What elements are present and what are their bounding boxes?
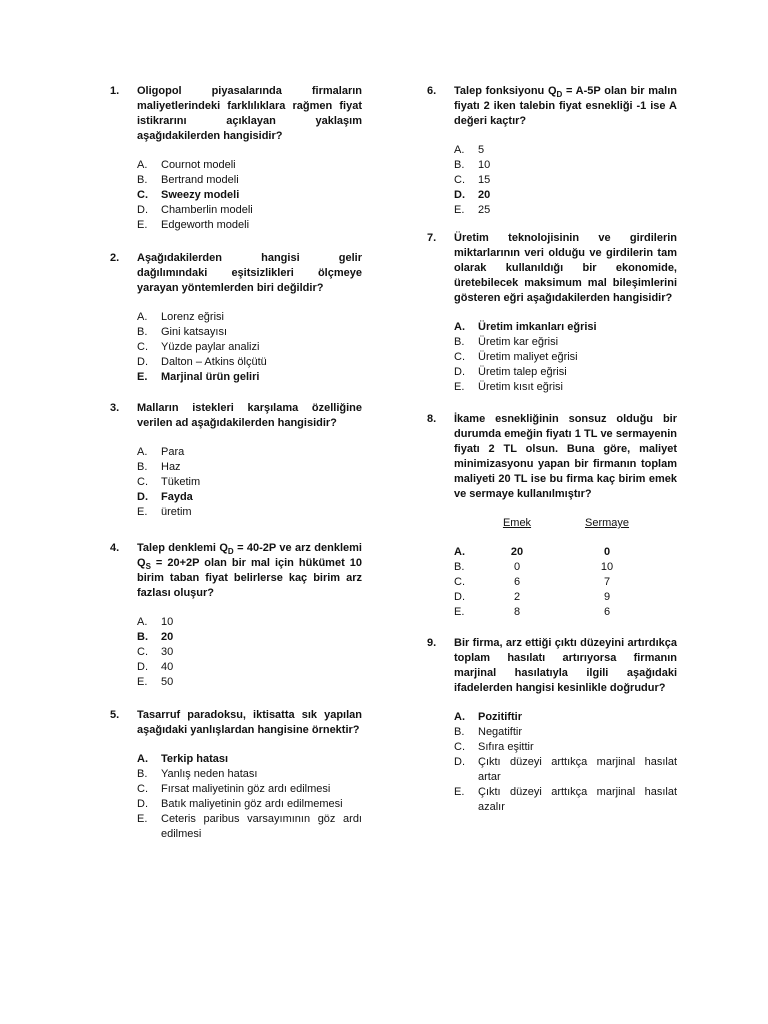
question-body bbox=[137, 251, 362, 385]
table-row bbox=[454, 575, 677, 590]
question-stem: Talep denklemi $Q_D = 40-2P$ ve arz denklemi $Q_S = 20+2P$ olan bir mal için hükümet 10 birim taban fiyat belirlerse kaç birim arz fazlası oluşur? bbox=[137, 542, 362, 599]
option-letter: C. bbox=[137, 646, 148, 658]
option-text: Chamberlin modeli bbox=[161, 204, 253, 216]
option-item bbox=[137, 812, 362, 842]
option-letter: A. bbox=[454, 546, 465, 558]
option-text: 50 bbox=[161, 676, 174, 688]
question-body bbox=[137, 401, 362, 520]
option-text: Marjinal ürün geliri bbox=[161, 371, 260, 383]
option-item bbox=[137, 188, 362, 203]
sermaye-value: 0 bbox=[603, 546, 611, 558]
option-text: 30 bbox=[161, 646, 174, 658]
option-text: 10 bbox=[478, 159, 491, 171]
option-item bbox=[454, 785, 677, 815]
option-text: Pozitiftir bbox=[478, 711, 522, 723]
question bbox=[427, 84, 677, 218]
option-letter: D. bbox=[137, 798, 148, 810]
question-number: 9. bbox=[427, 637, 437, 649]
table-header bbox=[454, 516, 677, 531]
question-body bbox=[454, 84, 677, 218]
option-item bbox=[137, 752, 362, 767]
option-text: Ceteris paribus varsayımının göz ardı edilmesi bbox=[161, 813, 362, 840]
option-item bbox=[137, 203, 362, 218]
option-item bbox=[137, 675, 362, 690]
option-text: Edgeworth modeli bbox=[161, 219, 250, 231]
option-list bbox=[137, 752, 362, 842]
column-header-emek: Emek bbox=[502, 517, 532, 529]
option-letter: C. bbox=[454, 351, 465, 363]
question-number: 2. bbox=[110, 252, 120, 264]
option-letter: B. bbox=[454, 726, 465, 738]
option-letter: A. bbox=[454, 321, 465, 333]
emek-value: 6 bbox=[513, 576, 521, 588]
option-letter: D. bbox=[137, 356, 148, 368]
option-item bbox=[454, 173, 677, 188]
question bbox=[110, 708, 362, 842]
option-item bbox=[137, 782, 362, 797]
option-item bbox=[137, 645, 362, 660]
table-row bbox=[454, 590, 677, 605]
question-number: 7. bbox=[427, 232, 437, 244]
option-letter: D. bbox=[454, 591, 465, 603]
option-list bbox=[454, 143, 677, 218]
option-letter: B. bbox=[137, 768, 148, 780]
option-text: Gini katsayısı bbox=[161, 326, 228, 338]
option-item bbox=[137, 370, 362, 385]
option-item bbox=[137, 325, 362, 340]
option-letter: E. bbox=[454, 786, 465, 798]
question-body bbox=[137, 84, 362, 233]
option-list bbox=[137, 615, 362, 690]
option-item bbox=[137, 218, 362, 233]
option-letter: A. bbox=[137, 446, 148, 458]
option-letter: E. bbox=[137, 371, 148, 383]
option-letter: E. bbox=[137, 676, 148, 688]
option-text: üretim bbox=[161, 506, 192, 518]
question-stem: Bir firma, arz ettiği çıktı düzeyini artırdıkça toplam hasılatı artırıyorsa firmanın marjinal hasılatıyla ilgili aşağıdaki ifadelerden hangisi kesinlikle doğrudur? bbox=[454, 637, 677, 694]
left-column bbox=[110, 84, 362, 842]
question-stem: Malların istekleri karşılama özelliğine verilen ad aşağıdakilerden hangisidir? bbox=[137, 402, 362, 429]
answer-table bbox=[454, 545, 677, 620]
option-text: Fırsat maliyetinin göz ardı edilmesi bbox=[161, 783, 331, 795]
option-list bbox=[454, 710, 677, 815]
option-letter: C. bbox=[137, 341, 148, 353]
option-letter: A. bbox=[137, 311, 148, 323]
option-letter: C. bbox=[454, 576, 465, 588]
option-text: Tüketim bbox=[161, 476, 201, 488]
option-item bbox=[454, 725, 677, 740]
emek-value: 2 bbox=[513, 591, 521, 603]
question-stem: İkame esnekliğinin sonsuz olduğu bir durumda emeğin fiyatı 1 TL ve sermayenin fiyatı 2 TL olsun. Buna göre, maliyet minimizasyonu yapan bir firmanın toplam maliyeti 20 TL ise bu firma kaç birim emek ve sermaye kullanılmıştır? bbox=[454, 413, 677, 500]
option-letter: C. bbox=[137, 476, 148, 488]
option-text: Üretim kısıt eğrisi bbox=[478, 381, 563, 393]
option-item bbox=[137, 445, 362, 460]
option-item bbox=[137, 615, 362, 630]
question-body bbox=[454, 636, 677, 815]
option-item bbox=[137, 310, 362, 325]
option-letter: A. bbox=[137, 159, 148, 171]
sermaye-value: 7 bbox=[603, 576, 611, 588]
option-text: Para bbox=[161, 446, 185, 458]
emek-value: 8 bbox=[513, 606, 521, 618]
question-stem: Aşağıdakilerden hangisi gelir dağılımındaki eşitsizlikleri ölçmeye yarayan yöntemlerden biri değildir? bbox=[137, 252, 362, 294]
option-item bbox=[137, 797, 362, 812]
option-text: 15 bbox=[478, 174, 491, 186]
table-row bbox=[454, 560, 677, 575]
option-text: Haz bbox=[161, 461, 181, 473]
option-letter: A. bbox=[137, 616, 148, 628]
option-item bbox=[137, 340, 362, 355]
option-letter: C. bbox=[454, 174, 465, 186]
option-text: 25 bbox=[478, 204, 491, 216]
option-item bbox=[454, 158, 677, 173]
question bbox=[110, 251, 362, 385]
option-item bbox=[454, 710, 677, 725]
option-letter: B. bbox=[454, 336, 465, 348]
option-letter: D. bbox=[137, 661, 148, 673]
option-item bbox=[454, 365, 677, 380]
sermaye-value: 6 bbox=[603, 606, 611, 618]
option-letter: C. bbox=[137, 783, 148, 795]
option-letter: B. bbox=[137, 326, 148, 338]
question-number: 3. bbox=[110, 402, 120, 414]
option-item bbox=[454, 380, 677, 395]
question-stem: Talep fonksiyonu $Q_D = A-5P$ olan bir malın fiyatı 2 iken talebin fiyat esnekliği -1 ise A değeri kaçtır? bbox=[454, 85, 677, 127]
option-letter: D. bbox=[137, 204, 148, 216]
option-item bbox=[454, 740, 677, 755]
option-letter: E. bbox=[137, 219, 148, 231]
option-item bbox=[454, 755, 677, 785]
question-body bbox=[454, 412, 677, 620]
question-number: 1. bbox=[110, 85, 120, 97]
option-text: Lorenz eğrisi bbox=[161, 311, 224, 323]
option-item bbox=[137, 475, 362, 490]
question-number: 4. bbox=[110, 542, 120, 554]
question-number: 6. bbox=[427, 85, 437, 97]
option-item bbox=[137, 505, 362, 520]
option-text: Üretim imkanları eğrisi bbox=[478, 321, 597, 333]
option-item bbox=[137, 355, 362, 370]
option-letter: E. bbox=[137, 506, 148, 518]
option-letter: C. bbox=[137, 189, 148, 201]
option-text: Terkip hatası bbox=[161, 753, 229, 765]
question bbox=[110, 401, 362, 520]
option-item bbox=[137, 460, 362, 475]
question-stem: Tasarruf paradoksu, iktisatta sık yapılan aşağıdaki yanlışlardan hangisine örnektir? bbox=[137, 709, 362, 736]
question bbox=[110, 541, 362, 690]
question-body bbox=[454, 231, 677, 395]
question bbox=[427, 636, 677, 815]
question-body bbox=[137, 541, 362, 690]
option-item bbox=[137, 660, 362, 675]
question-number: 5. bbox=[110, 709, 120, 721]
option-text: 20 bbox=[478, 189, 491, 201]
option-text: Cournot modeli bbox=[161, 159, 236, 171]
right-column bbox=[427, 84, 677, 815]
option-text: 20 bbox=[161, 631, 174, 643]
option-list bbox=[454, 320, 677, 395]
option-letter: D. bbox=[454, 366, 465, 378]
option-item bbox=[137, 767, 362, 782]
option-text: Çıktı düzeyi arttıkça marjinal hasılat azalır bbox=[478, 786, 677, 813]
option-text: Batık maliyetinin göz ardı edilmemesi bbox=[161, 798, 343, 810]
option-letter: A. bbox=[454, 711, 465, 723]
sermaye-value: 9 bbox=[603, 591, 611, 603]
option-text: 40 bbox=[161, 661, 174, 673]
question bbox=[110, 84, 362, 233]
table-row bbox=[454, 545, 677, 560]
option-item bbox=[454, 143, 677, 158]
option-letter: B. bbox=[137, 631, 148, 643]
option-list bbox=[137, 158, 362, 233]
emek-value: 20 bbox=[510, 546, 524, 558]
option-item bbox=[454, 203, 677, 218]
option-letter: D. bbox=[454, 756, 465, 768]
option-text: Üretim talep eğrisi bbox=[478, 366, 567, 378]
option-text: 5 bbox=[478, 144, 485, 156]
option-letter: B. bbox=[454, 561, 465, 573]
option-letter: E. bbox=[137, 813, 148, 825]
column-header-sermaye: Sermaye bbox=[584, 517, 630, 529]
option-text: Sweezy modeli bbox=[161, 189, 240, 201]
option-item bbox=[137, 630, 362, 645]
option-letter: E. bbox=[454, 381, 465, 393]
option-list bbox=[137, 445, 362, 520]
question-stem: Oligopol piyasalarında firmaların maliyetlerindeki farklılıklara rağmen fiyat istikrarını açıklayan yaklaşım aşağıdakilerden hangisidir? bbox=[137, 85, 362, 142]
option-text: Çıktı düzeyi arttıkça marjinal hasılat artar bbox=[478, 756, 677, 783]
question-stem: Üretim teknolojisinin ve girdilerin miktarlarının veri olduğu ve girdilerin tam olarak kullanıldığı bir ekonomide, üretebilecek maksimum mal bileşimlerini gösteren eğri aşağıdakilerden hangisidir? bbox=[454, 232, 677, 304]
option-text: Yüzde paylar analizi bbox=[161, 341, 260, 353]
option-text: Fayda bbox=[161, 491, 193, 503]
question-number: 8. bbox=[427, 413, 437, 425]
option-text: Negatiftir bbox=[478, 726, 523, 738]
option-letter: B. bbox=[137, 174, 148, 186]
option-text: Dalton – Atkins ölçütü bbox=[161, 356, 267, 368]
option-letter: B. bbox=[454, 159, 465, 171]
option-item bbox=[454, 320, 677, 335]
emek-value: 0 bbox=[513, 561, 521, 573]
option-item bbox=[137, 158, 362, 173]
option-letter: C. bbox=[454, 741, 465, 753]
option-letter: E. bbox=[454, 606, 465, 618]
sermaye-value: 10 bbox=[600, 561, 614, 573]
option-letter: E. bbox=[454, 204, 465, 216]
option-letter: D. bbox=[454, 189, 465, 201]
option-item bbox=[454, 335, 677, 350]
option-text: Sıfıra eşittir bbox=[478, 741, 534, 753]
option-text: Yanlış neden hatası bbox=[161, 768, 258, 780]
option-item bbox=[454, 350, 677, 365]
option-item bbox=[454, 188, 677, 203]
option-text: Üretim kar eğrisi bbox=[478, 336, 559, 348]
option-letter: A. bbox=[137, 753, 148, 765]
option-letter: A. bbox=[454, 144, 465, 156]
option-list bbox=[137, 310, 362, 385]
option-item bbox=[137, 173, 362, 188]
table-row bbox=[454, 605, 677, 620]
question bbox=[427, 231, 677, 395]
question-body bbox=[137, 708, 362, 842]
question bbox=[427, 412, 677, 620]
option-item bbox=[137, 490, 362, 505]
option-letter: D. bbox=[137, 491, 148, 503]
option-text: 10 bbox=[161, 616, 174, 628]
option-letter: B. bbox=[137, 461, 148, 473]
option-text: Bertrand modeli bbox=[161, 174, 239, 186]
option-text: Üretim maliyet eğrisi bbox=[478, 351, 578, 363]
